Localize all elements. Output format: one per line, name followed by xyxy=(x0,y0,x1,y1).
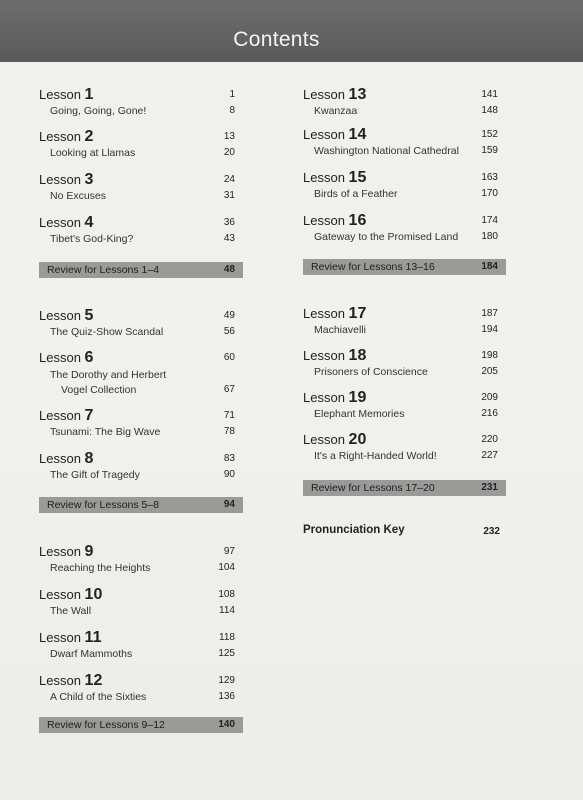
lesson-title-line1: The Dorothy and Herbert xyxy=(50,369,167,381)
lesson-entry[interactable] xyxy=(39,128,243,164)
lesson-page-start: 97 xyxy=(223,546,235,557)
lesson-subtitle: No Excuses xyxy=(50,190,107,202)
review-label: Review for Lessons 17–20 xyxy=(311,482,435,494)
pronunciation-key-label[interactable]: Pronunciation Key xyxy=(303,524,405,536)
lesson-entry[interactable] xyxy=(303,389,506,425)
lesson-number: 8 xyxy=(84,450,94,467)
lesson-page-end: 159 xyxy=(481,145,498,156)
lesson-heading xyxy=(303,347,506,365)
lesson-word: Lesson xyxy=(39,451,85,466)
lesson-word: Lesson xyxy=(39,87,85,102)
lesson-word: Lesson xyxy=(39,215,85,230)
lesson-entry[interactable] xyxy=(303,347,506,383)
lesson-number: 16 xyxy=(348,212,367,229)
lesson-page-end: 43 xyxy=(223,233,235,244)
review-page: 48 xyxy=(223,264,235,275)
lesson-subtitle: The Gift of Tragedy xyxy=(50,469,140,481)
lesson-heading xyxy=(39,629,243,647)
lesson-page-start: 163 xyxy=(481,172,498,183)
lesson-word: Lesson xyxy=(39,408,85,423)
review-row[interactable] xyxy=(39,717,243,733)
lesson-word: Lesson xyxy=(303,127,349,142)
lesson-page-end: 148 xyxy=(481,105,498,116)
lesson-number: 9 xyxy=(84,543,94,560)
lesson-page-start: 83 xyxy=(223,453,235,464)
lesson-entry[interactable] xyxy=(39,450,243,486)
lesson-page-start: 152 xyxy=(481,129,498,140)
lesson-page-start: 187 xyxy=(481,308,498,319)
lesson-heading xyxy=(303,169,506,187)
lesson-page-end: 114 xyxy=(219,605,235,616)
lesson-number: 13 xyxy=(348,86,367,103)
lesson-subtitle: The Wall xyxy=(50,605,92,617)
lesson-page-start: 220 xyxy=(481,434,498,445)
lesson-subtitle: Going, Going, Gone! xyxy=(50,105,147,117)
lesson-page-start: 1 xyxy=(229,89,235,100)
lesson-page-start: 36 xyxy=(223,217,235,228)
lesson-page-end: 90 xyxy=(223,469,235,480)
header-bar xyxy=(0,0,583,62)
lesson-word: Lesson xyxy=(39,630,85,645)
review-page: 140 xyxy=(218,719,235,730)
review-row[interactable] xyxy=(303,259,506,275)
lesson-page-end: 104 xyxy=(218,562,235,573)
lesson-entry[interactable] xyxy=(303,305,506,341)
lesson-number: 1 xyxy=(84,86,94,103)
lesson-entry[interactable] xyxy=(303,169,506,205)
lesson-heading xyxy=(39,214,243,232)
lesson-page-start: 60 xyxy=(223,352,235,363)
lesson-entry[interactable] xyxy=(39,171,243,207)
lesson-entry[interactable] xyxy=(303,212,506,248)
lesson-page-start: 108 xyxy=(218,589,235,600)
lesson-title-line2: Vogel Collection xyxy=(61,384,137,396)
lesson-heading xyxy=(303,126,506,144)
lesson-number: 10 xyxy=(84,586,103,603)
lesson-page-end: 180 xyxy=(481,231,498,242)
lesson-page-start: 129 xyxy=(218,675,235,686)
lesson-entry[interactable] xyxy=(303,86,506,122)
lesson-number: 2 xyxy=(84,128,94,145)
lesson-word: Lesson xyxy=(303,306,349,321)
lesson-word: Lesson xyxy=(303,213,349,228)
lesson-entry[interactable] xyxy=(39,307,243,343)
lesson-heading xyxy=(39,349,243,367)
lesson-entry[interactable] xyxy=(39,407,243,443)
lesson-heading xyxy=(39,543,243,561)
lesson-number: 17 xyxy=(348,305,367,322)
lesson-subtitle: Prisoners of Conscience xyxy=(314,366,428,378)
lesson-heading xyxy=(39,672,243,690)
review-row[interactable] xyxy=(303,480,506,496)
lesson-page-end: 31 xyxy=(223,190,235,201)
lesson-subtitle: Dwarf Mammoths xyxy=(50,648,133,660)
lesson-heading xyxy=(39,171,243,189)
lesson-heading xyxy=(303,212,506,230)
review-label: Review for Lessons 13–16 xyxy=(311,261,435,273)
lesson-page-end: 78 xyxy=(223,426,235,437)
lesson-entry[interactable] xyxy=(39,349,243,396)
lesson-entry[interactable] xyxy=(39,672,243,708)
lesson-entry[interactable] xyxy=(303,431,506,467)
lesson-word: Lesson xyxy=(39,673,85,688)
lesson-subtitle: Gateway to the Promised Land xyxy=(314,231,459,243)
lesson-number: 15 xyxy=(348,169,367,186)
review-row[interactable] xyxy=(39,497,243,513)
lesson-word: Lesson xyxy=(303,170,349,185)
lesson-subtitle: Looking at Llamas xyxy=(50,147,136,159)
lesson-subtitle: It's a Right-Handed World! xyxy=(314,450,437,462)
lesson-subtitle: A Child of the Sixties xyxy=(50,691,147,703)
lesson-word: Lesson xyxy=(39,544,85,559)
lesson-word: Lesson xyxy=(39,587,85,602)
lesson-subtitle: Tibet's God-King? xyxy=(50,233,134,245)
lesson-heading xyxy=(39,307,243,325)
lesson-entry[interactable] xyxy=(39,629,243,665)
lesson-page-end: 8 xyxy=(229,105,235,116)
lesson-word: Lesson xyxy=(303,348,349,363)
lesson-page-end: 136 xyxy=(218,691,235,702)
lesson-heading xyxy=(303,389,506,407)
review-page: 94 xyxy=(223,499,235,510)
lesson-subtitle: Birds of a Feather xyxy=(314,188,398,200)
lesson-word: Lesson xyxy=(303,432,349,447)
lesson-heading xyxy=(39,586,243,604)
lesson-number: 5 xyxy=(84,307,94,324)
lesson-page-start: 24 xyxy=(223,174,235,185)
lesson-number: 4 xyxy=(84,214,94,231)
review-page: 231 xyxy=(481,482,498,493)
lesson-entry[interactable] xyxy=(39,214,243,250)
lesson-number: 14 xyxy=(348,126,367,143)
lesson-number: 11 xyxy=(84,629,102,646)
lesson-page-end: 56 xyxy=(223,326,235,337)
review-label: Review for Lessons 9–12 xyxy=(47,719,165,731)
lesson-number: 6 xyxy=(84,349,94,366)
lesson-number: 20 xyxy=(348,431,367,448)
review-row[interactable] xyxy=(39,262,243,278)
lesson-page-end: 125 xyxy=(218,648,235,659)
lesson-word: Lesson xyxy=(39,129,85,144)
lesson-page-end: 194 xyxy=(481,324,498,335)
lesson-number: 12 xyxy=(84,672,103,689)
lesson-subtitle: The Quiz-Show Scandal xyxy=(50,326,164,338)
lesson-word: Lesson xyxy=(39,350,85,365)
lesson-entry[interactable] xyxy=(303,126,506,162)
lesson-subtitle: Reaching the Heights xyxy=(50,562,151,574)
lesson-heading xyxy=(303,86,506,104)
lesson-entry[interactable] xyxy=(39,543,243,579)
lesson-number: 19 xyxy=(348,389,367,406)
lesson-page-start: 71 xyxy=(223,410,235,421)
lesson-page-start: 118 xyxy=(219,632,235,643)
lesson-heading xyxy=(303,305,506,323)
lesson-page-end: 20 xyxy=(223,147,235,158)
lesson-number: 18 xyxy=(348,347,367,364)
lesson-page-start: 13 xyxy=(223,131,235,142)
lesson-heading xyxy=(39,407,243,425)
lesson-page-start: 141 xyxy=(481,89,498,100)
lesson-subtitle: Elephant Memories xyxy=(314,408,405,420)
pronunciation-key-page: 232 xyxy=(483,526,500,537)
lesson-heading xyxy=(39,128,243,146)
lesson-page-start: 174 xyxy=(481,215,498,226)
lesson-subtitle: Machiavelli xyxy=(314,324,366,336)
lesson-word: Lesson xyxy=(39,172,85,187)
lesson-entry[interactable] xyxy=(39,586,243,622)
lesson-word: Lesson xyxy=(303,87,349,102)
review-page: 184 xyxy=(481,261,498,272)
lesson-page-end: 216 xyxy=(481,408,498,419)
page-title: Contents xyxy=(233,28,320,51)
lesson-subtitle: Tsunami: The Big Wave xyxy=(50,426,161,438)
lesson-number: 3 xyxy=(84,171,94,188)
lesson-page-start: 49 xyxy=(223,310,235,321)
lesson-entry[interactable] xyxy=(39,86,243,122)
lesson-page-end: 227 xyxy=(481,450,498,461)
lesson-page-end: 170 xyxy=(481,188,498,199)
lesson-page-end: 205 xyxy=(481,366,498,377)
review-label: Review for Lessons 5–8 xyxy=(47,499,160,511)
lesson-word: Lesson xyxy=(303,390,349,405)
lesson-subtitle: Kwanzaa xyxy=(314,105,358,117)
lesson-number: 7 xyxy=(84,407,94,424)
lesson-page-end: 67 xyxy=(223,384,235,395)
review-label: Review for Lessons 1–4 xyxy=(47,264,160,276)
lesson-heading xyxy=(39,86,243,104)
lesson-page-start: 209 xyxy=(481,392,498,403)
lesson-word: Lesson xyxy=(39,308,85,323)
lesson-subtitle: Washington National Cathedral xyxy=(314,145,459,157)
lesson-heading xyxy=(303,431,506,449)
lesson-page-start: 198 xyxy=(481,350,498,361)
lesson-heading xyxy=(39,450,243,468)
